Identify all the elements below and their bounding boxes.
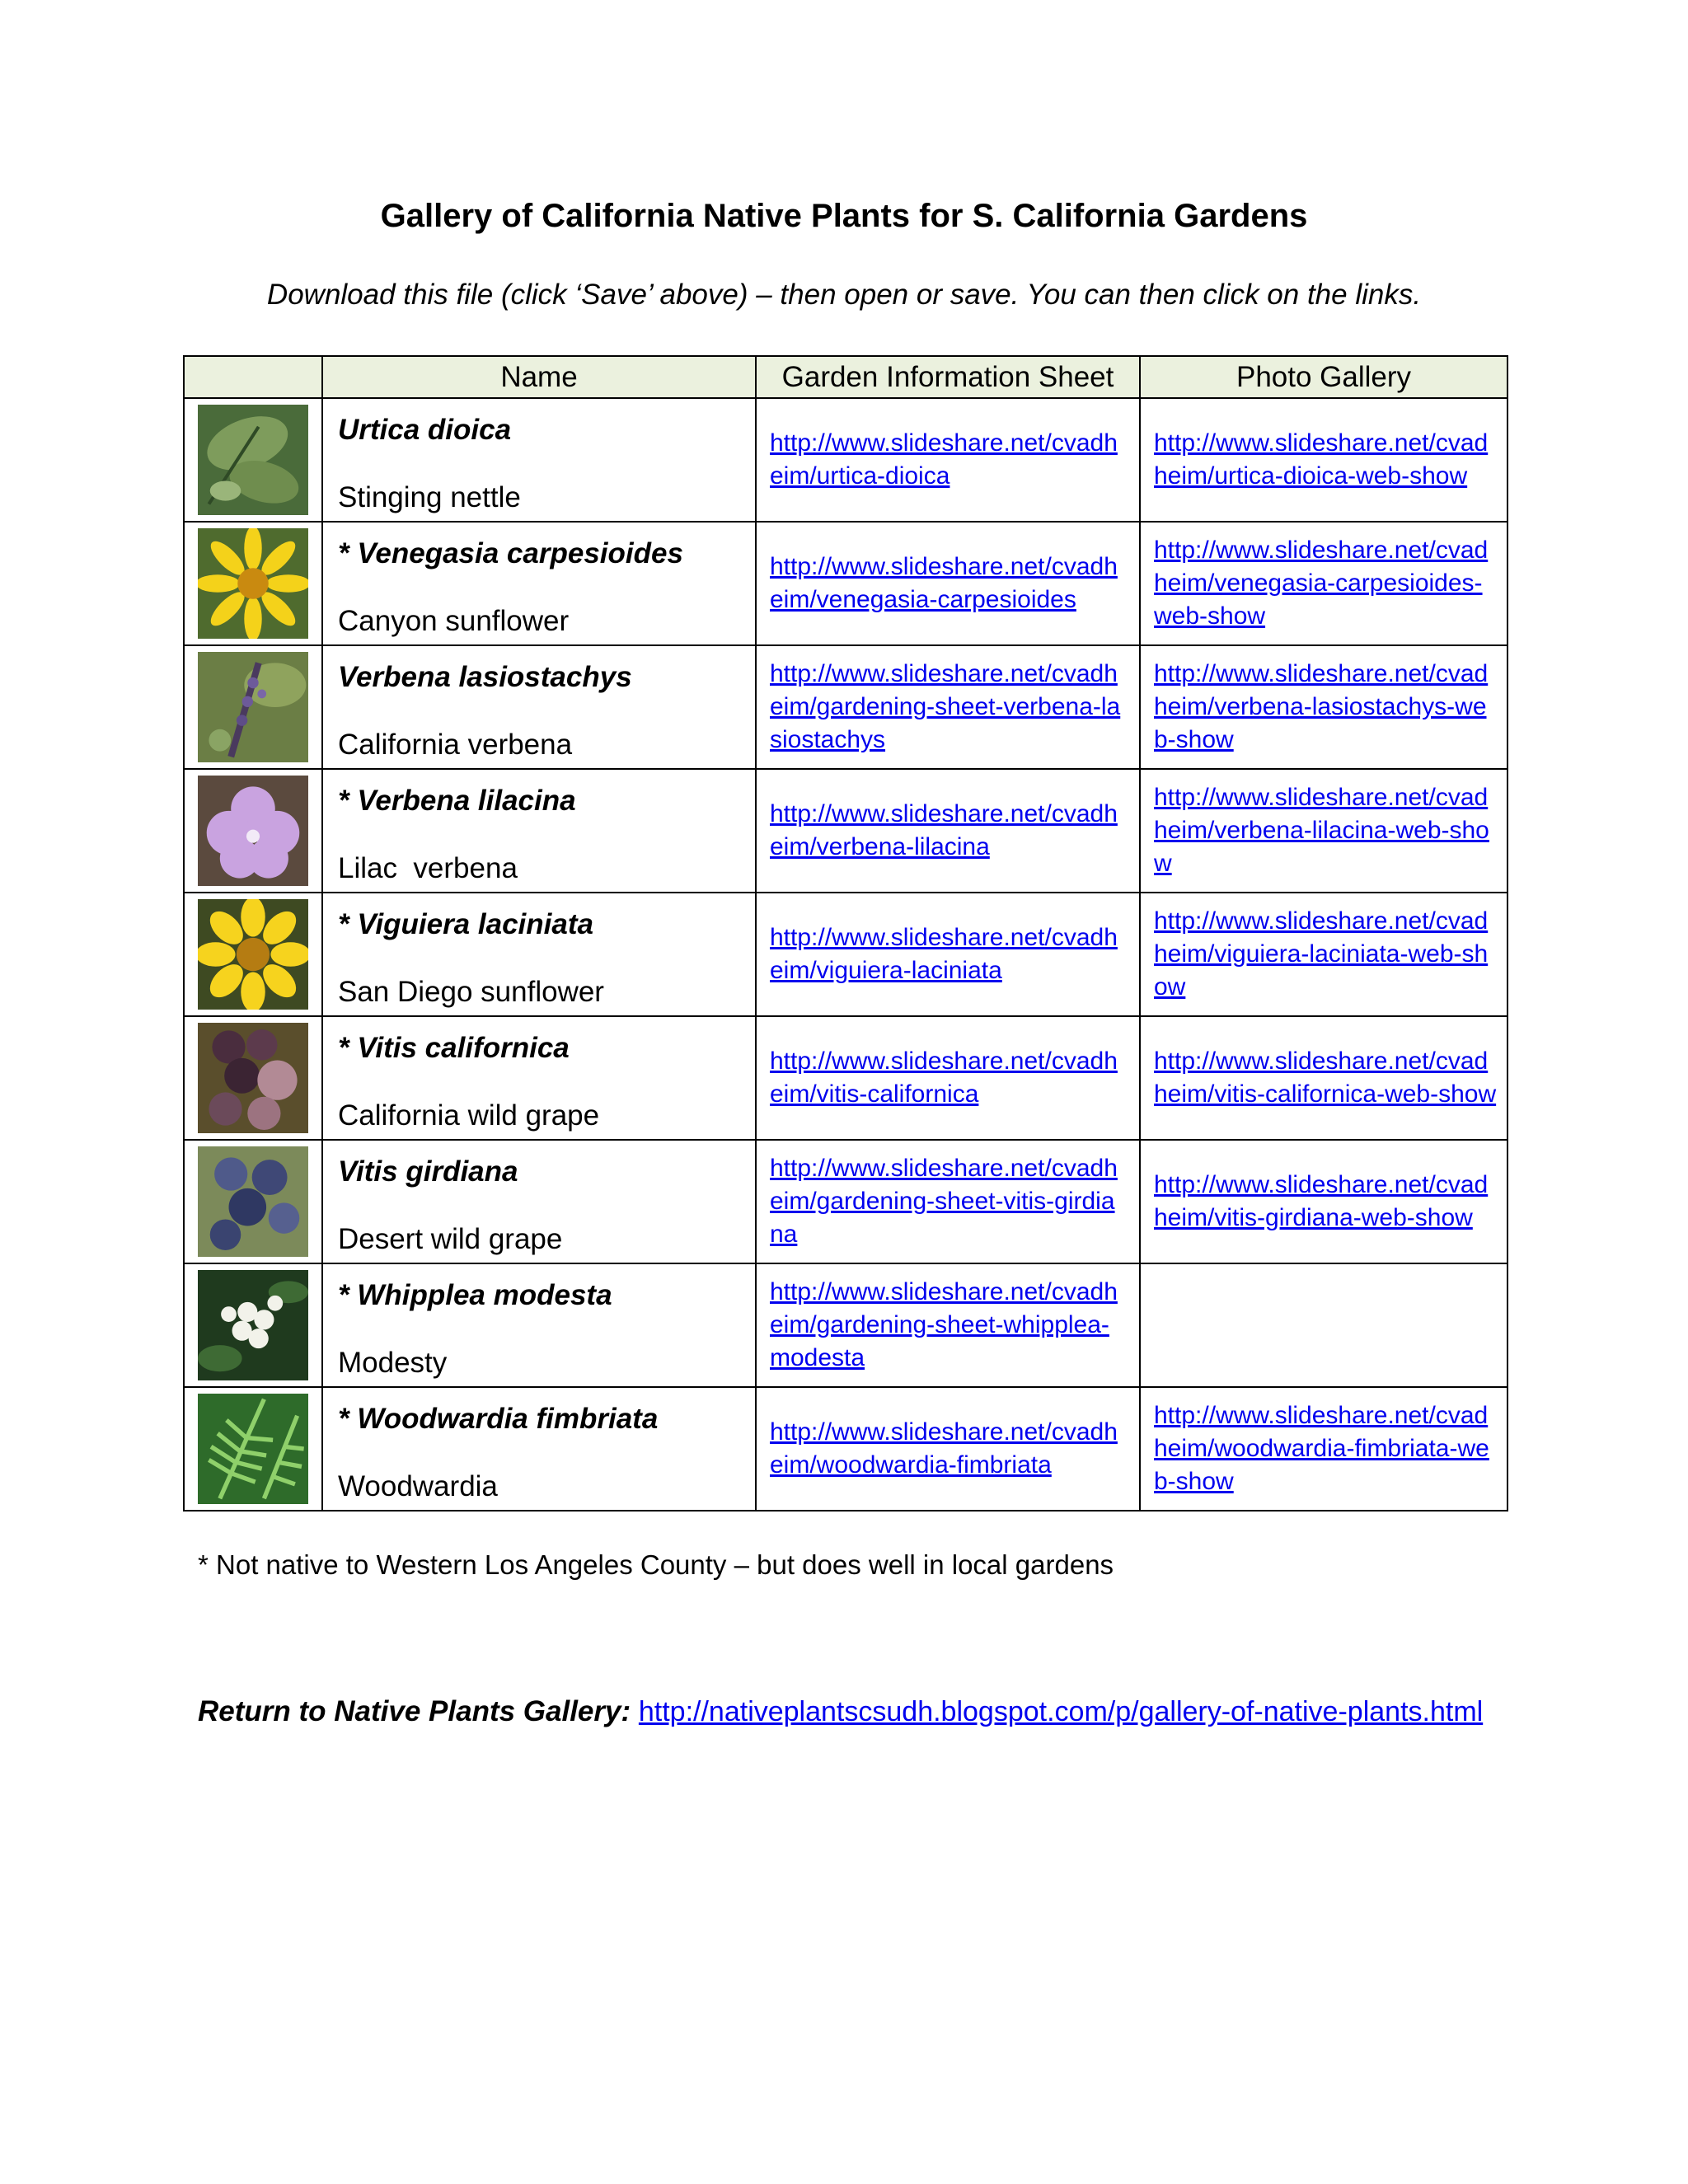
nettle-photo-icon xyxy=(198,405,308,515)
scientific-name: Vitis girdiana xyxy=(338,1155,518,1188)
return-label: Return to Native Plants Gallery: xyxy=(198,1695,631,1727)
table-row xyxy=(184,893,1507,1016)
garden-info-link[interactable]: http://www.slideshare.net/cvadheim/gardening-sheet-verbena-lasiostachys xyxy=(770,660,1121,753)
fern-photo-icon xyxy=(198,1394,308,1504)
scientific-name: * Woodwardia fimbriata xyxy=(338,1403,659,1435)
photo-gallery-link[interactable]: http://www.slideshare.net/cvadheim/verbena-lilacina-web-show xyxy=(1154,784,1489,877)
photo-gallery-link[interactable]: http://www.slideshare.net/cvadheim/vitis-girdiana-web-show xyxy=(1154,1171,1489,1231)
table-row xyxy=(184,1016,1507,1140)
grape-cluster-photo-icon xyxy=(198,1023,308,1133)
header-garden-info: Garden Information Sheet xyxy=(756,356,1140,398)
photo-gallery-link[interactable]: http://www.slideshare.net/cvadheim/verbena-lasiostachys-web-show xyxy=(1154,660,1489,753)
garden-info-link[interactable]: http://www.slideshare.net/cvadheim/gardening-sheet-whipplea-modesta xyxy=(770,1278,1118,1371)
header-image xyxy=(184,356,322,398)
garden-info-link[interactable]: http://www.slideshare.net/cvadheim/vitis-californica xyxy=(770,1047,1118,1108)
garden-info-link[interactable]: http://www.slideshare.net/cvadheim/woodwardia-fimbriata xyxy=(770,1418,1118,1479)
header-photo-gallery: Photo Gallery xyxy=(1140,356,1507,398)
scientific-name: * Whipplea modesta xyxy=(338,1279,612,1311)
empty-photo-cell xyxy=(1140,1263,1507,1387)
download-instructions: Download this file (click ‘Save’ above) – then open or save. You can then click on the links. xyxy=(266,279,1422,311)
common-name: Stinging nettle xyxy=(338,481,521,513)
photo-gallery-link[interactable]: http://www.slideshare.net/cvadheim/venegasia-carpesioides-web-show xyxy=(1154,537,1489,630)
common-name: Modesty xyxy=(338,1347,448,1379)
table-header-row xyxy=(184,356,1507,398)
purple-verbena-photo-icon xyxy=(198,652,308,762)
return-gallery-link[interactable]: http://nativeplantscsudh.blogspot.com/p/gallery-of-native-plants.html xyxy=(638,1696,1484,1727)
garden-info-link[interactable]: http://www.slideshare.net/cvadheim/venegasia-carpesioides xyxy=(770,553,1118,613)
table-row xyxy=(184,1140,1507,1263)
garden-info-link[interactable]: http://www.slideshare.net/cvadheim/verbena-lilacina xyxy=(770,800,1118,860)
common-name: Lilac verbena xyxy=(338,852,518,884)
common-name: San Diego sunflower xyxy=(338,976,604,1008)
scientific-name: * Vitis californica xyxy=(338,1032,570,1064)
common-name: California wild grape xyxy=(338,1099,600,1132)
return-section xyxy=(198,1690,1484,1734)
lilac-flower-photo-icon xyxy=(198,776,308,886)
yellow-sunflower-photo-icon xyxy=(198,528,308,639)
common-name: Canyon sunflower xyxy=(338,605,570,637)
scientific-name: Urtica dioica xyxy=(338,414,512,446)
plant-table xyxy=(183,355,1508,1511)
yellow-daisy-photo-icon xyxy=(198,899,308,1010)
blue-grape-photo-icon xyxy=(198,1146,308,1257)
garden-info-link[interactable]: http://www.slideshare.net/cvadheim/viguiera-laciniata xyxy=(770,924,1118,984)
photo-gallery-link[interactable]: http://www.slideshare.net/cvadheim/urtica-dioica-web-show xyxy=(1154,429,1489,490)
table-row xyxy=(184,1263,1507,1387)
table-row xyxy=(184,645,1507,769)
header-name: Name xyxy=(322,356,756,398)
footnote: * Not native to Western Los Angeles County – but does well in local gardens xyxy=(198,1549,1114,1580)
table-row xyxy=(184,769,1507,893)
scientific-name: * Verbena lilacina xyxy=(338,785,576,817)
common-name: California verbena xyxy=(338,729,573,761)
photo-gallery-link[interactable]: http://www.slideshare.net/cvadheim/vitis-californica-web-show xyxy=(1154,1047,1497,1108)
table-row xyxy=(184,398,1507,522)
scientific-name: * Venegasia carpesioides xyxy=(338,537,683,569)
table-row xyxy=(184,522,1507,645)
scientific-name: * Viguiera laciniata xyxy=(338,908,593,940)
photo-gallery-link[interactable]: http://www.slideshare.net/cvadheim/viguiera-laciniata-web-show xyxy=(1154,907,1489,1001)
scientific-name: Verbena lasiostachys xyxy=(338,661,632,693)
garden-info-link[interactable]: http://www.slideshare.net/cvadheim/gardening-sheet-vitis-girdiana xyxy=(770,1155,1118,1248)
garden-info-link[interactable]: http://www.slideshare.net/cvadheim/urtica-dioica xyxy=(770,429,1118,490)
table-row xyxy=(184,1387,1507,1511)
page-title: Gallery of California Native Plants for S. California Gardens xyxy=(380,198,1308,234)
common-name: Desert wild grape xyxy=(338,1223,563,1255)
white-flower-photo-icon xyxy=(198,1270,308,1380)
common-name: Woodwardia xyxy=(338,1470,498,1502)
photo-gallery-link[interactable]: http://www.slideshare.net/cvadheim/woodwardia-fimbriata-web-show xyxy=(1154,1402,1489,1495)
